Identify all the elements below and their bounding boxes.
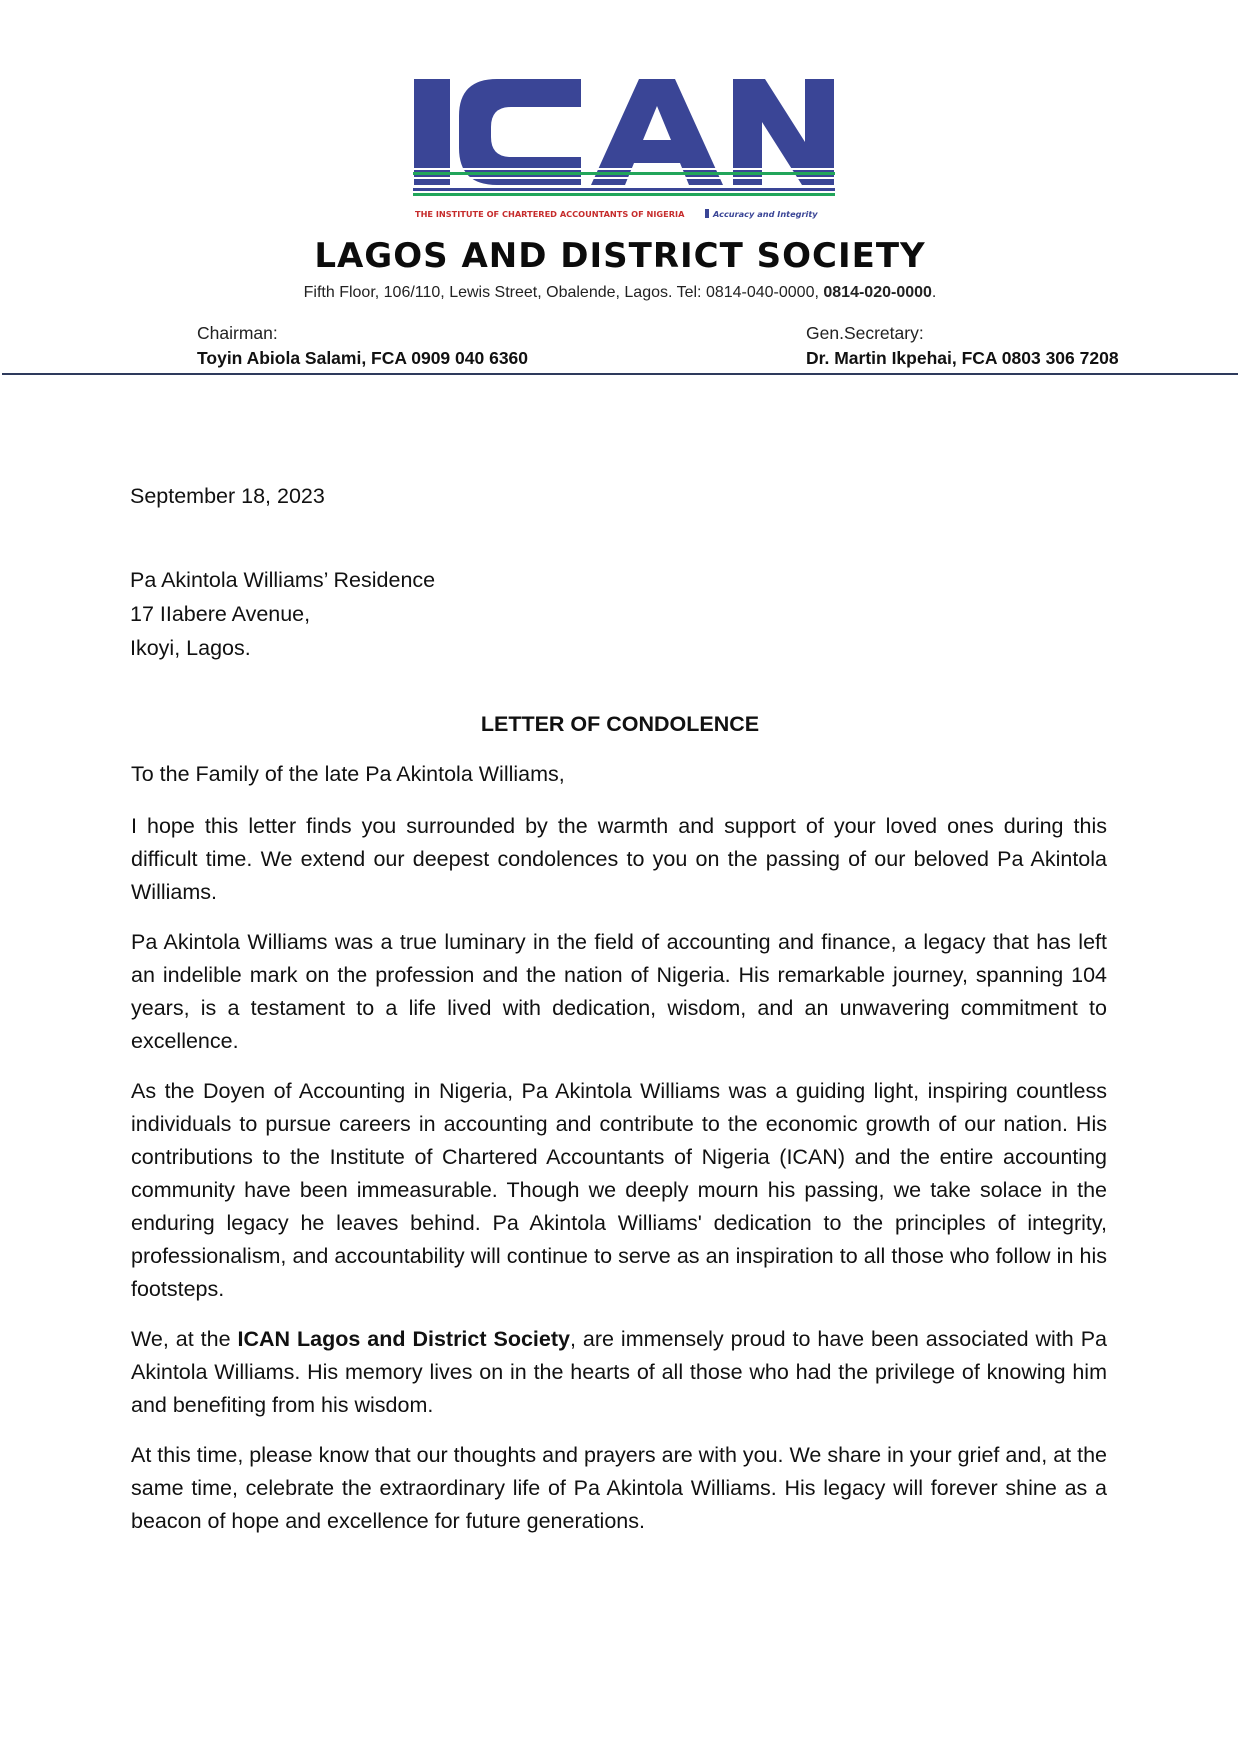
address-phone: 0814-020-0000 bbox=[823, 284, 932, 301]
salutation: To the Family of the late Pa Akintola Williams, bbox=[131, 762, 565, 786]
paragraph: Pa Akintola Williams was a true luminary in the field of accounting and finance, a legacy that has left an indelible mark on the profession and the nation of Nigeria. His remarkable journey, spanning 104 years, is a testament to a life lived with dedication, wisdom, and an unwavering commitment to excellence. bbox=[131, 930, 1107, 1053]
chairman-name: Toyin Abiola Salami, FCA 0909 040 6360 bbox=[197, 348, 529, 368]
logo-motto: Accuracy and Integrity bbox=[713, 209, 818, 219]
society-name: LAGOS AND DISTRICT SOCIETY bbox=[314, 236, 926, 276]
letter-date: September 18, 2023 bbox=[130, 484, 325, 508]
letterhead-divider bbox=[2, 373, 1238, 375]
paragraph-text: We, at the bbox=[131, 1327, 231, 1351]
letter-body bbox=[131, 810, 1107, 1555]
recipient-line: Pa Akintola Williams’ Residence bbox=[130, 568, 436, 592]
recipient-address bbox=[130, 563, 435, 665]
logo-tagline: THE INSTITUTE OF CHARTERED ACCOUNTANTS OF NIGERIA bbox=[415, 209, 685, 219]
secretary-name: Dr. Martin Ikpehai, FCA 0803 306 7208 bbox=[806, 348, 1119, 368]
letter-title: LETTER OF CONDOLENCE bbox=[480, 712, 760, 736]
address-end: . bbox=[931, 284, 937, 301]
recipient-line: Ikoyi, Lagos. bbox=[130, 636, 251, 660]
chairman-block bbox=[197, 321, 528, 371]
chairman-title: Chairman: bbox=[197, 323, 278, 343]
secretary-title: Gen.Secretary: bbox=[806, 323, 924, 343]
recipient-line: 17 IIabere Avenue, bbox=[130, 602, 311, 626]
secretary-block bbox=[806, 321, 1119, 371]
society-address bbox=[0, 284, 1240, 302]
paragraph: At this time, please know that our thoughts and prayers are with you. We share in your grief and, at the same time, celebrate the extraordinary life of Pa Akintola Williams. His legacy will forever shine as a beacon of hope and excellence for future generations. bbox=[131, 1443, 1107, 1533]
ican-logo bbox=[413, 76, 835, 224]
address-text: Fifth Floor, 106/110, Lewis Street, Obalende, Lagos. Tel: 0814-040-0000, bbox=[303, 284, 819, 301]
paragraph: As the Doyen of Accounting in Nigeria, Pa Akintola Williams was a guiding light, inspiring countless individuals to pursue careers in accounting and contribute to the economic growth of our nation. His contributions to the Institute of Chartered Accountants of Nigeria (ICAN) and the entire accounting community have been immeasurable. Though we deeply mourn his passing, we take solace in the enduring legacy he leaves behind. Pa Akintola Williams' dedication to the principles of integrity, professionalism, and accountability will continue to serve as an inspiration to all those who follow in his footsteps. bbox=[131, 1079, 1107, 1301]
society-mention: ICAN Lagos and District Society bbox=[237, 1327, 570, 1351]
paragraph: I hope this letter finds you surrounded by the warmth and support of your loved ones during this difficult time. We extend our deepest condolences to you on the passing of our beloved Pa Akintola Williams. bbox=[131, 814, 1107, 904]
paragraph bbox=[131, 1323, 1107, 1422]
paragraph-text: , are immensely proud to have been associated with Pa Akintola Williams. His memory lives on in the hearts of all those who had the privilege of knowing him and benefiting from his wisdom. bbox=[131, 1327, 1107, 1417]
